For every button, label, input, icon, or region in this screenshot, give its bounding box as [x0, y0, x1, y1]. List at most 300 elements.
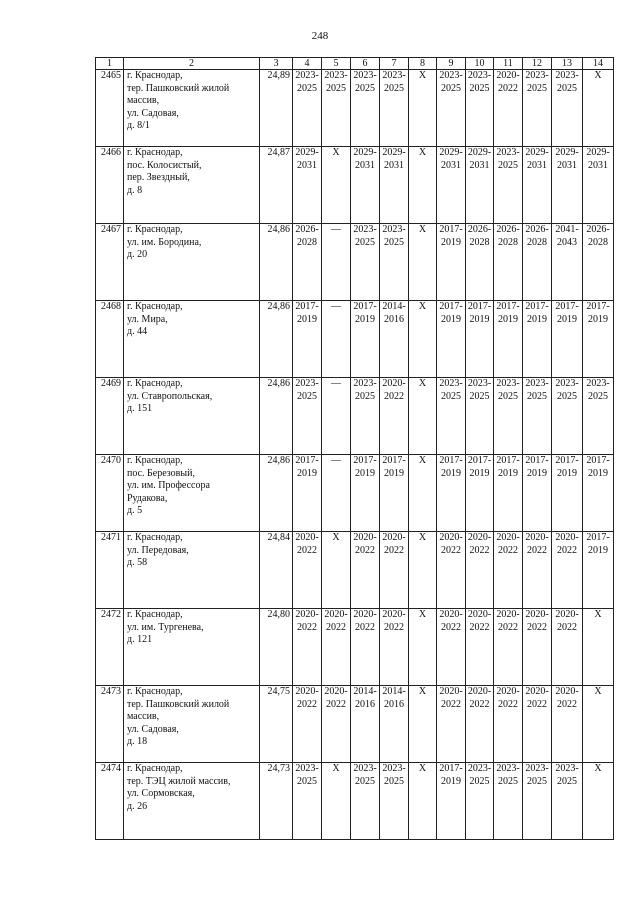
period-cell-col-8 [409, 70, 437, 147]
row-number: 2472 [96, 609, 124, 686]
table-row [96, 378, 614, 455]
period-text: 2022 [384, 544, 404, 556]
period-text: 2023- [353, 224, 377, 235]
period-cell-col-4 [293, 686, 322, 763]
period-cell-col-14 [583, 455, 614, 532]
period-cell-col-10 [466, 609, 494, 686]
period-cell-col-13 [552, 763, 583, 840]
period-cell-col-6 [351, 147, 380, 224]
address-line: ул. им. Тургенева, [127, 621, 204, 633]
period-text: 2019 [527, 467, 547, 479]
period-cell-col-4 [293, 70, 322, 147]
period-cell-col-8 [409, 686, 437, 763]
period-cell-col-4 [293, 378, 322, 455]
period-text: 2017- [439, 763, 463, 774]
period-cell-col-11 [494, 301, 523, 378]
period-cell-col-8 [409, 532, 437, 609]
address-cell [124, 147, 260, 224]
period-text: 2019 [297, 313, 317, 325]
address-line: ул. Сормовская, [127, 788, 195, 799]
period-text: 2019 [441, 775, 461, 787]
period-text: 2029- [586, 147, 610, 158]
period-cell-col-5 [322, 224, 351, 301]
period-text: 2020- [496, 70, 520, 81]
value-cell: 24,73 [260, 763, 293, 840]
period-text: 2020- [496, 686, 520, 697]
period-cell-col-5 [322, 763, 351, 840]
period-text: 2017- [295, 455, 319, 466]
address-line: д. 8 [127, 184, 143, 196]
period-text: 2023- [353, 378, 377, 389]
column-header-2: 2 [124, 58, 260, 70]
period-text: 2023- [525, 378, 549, 389]
row-number: 2474 [96, 763, 124, 840]
period-text: 2028 [498, 236, 518, 248]
period-text: 2023- [295, 763, 319, 774]
period-text: 2023- [525, 763, 549, 774]
period-text: 2020- [555, 609, 579, 620]
period-text: 2025 [498, 775, 518, 787]
period-text: 2028 [527, 236, 547, 248]
row-number: 2466 [96, 147, 124, 224]
period-text: 2022 [498, 82, 518, 94]
value-cell: 24,84 [260, 532, 293, 609]
period-cell-col-10 [466, 763, 494, 840]
period-text: X [418, 455, 427, 466]
period-text: 2019 [498, 467, 518, 479]
period-text: 2019 [469, 467, 490, 479]
period-cell-col-14 [583, 70, 614, 147]
period-cell-col-12 [523, 224, 552, 301]
table-row [96, 147, 614, 224]
value-cell: 24,86 [260, 455, 293, 532]
period-text: 2023- [555, 763, 579, 774]
period-cell-col-8 [409, 378, 437, 455]
row-number: 2470 [96, 455, 124, 532]
period-text: 2026- [496, 224, 520, 235]
row-number: 2467 [96, 224, 124, 301]
period-cell-col-13 [552, 378, 583, 455]
period-text: 2025 [326, 82, 346, 94]
period-text: 2017- [353, 301, 377, 312]
period-text: 2023- [496, 763, 520, 774]
address-line: г. Краснодар, [127, 609, 183, 620]
table-row [96, 70, 614, 147]
period-text: 2031 [297, 159, 317, 171]
period-text: 2029- [439, 147, 463, 158]
period-text: 2020- [295, 609, 319, 620]
period-cell-col-12 [523, 301, 552, 378]
address-cell [124, 686, 260, 763]
period-text: 2026- [467, 224, 492, 235]
address-line: д. 5 [127, 505, 143, 516]
period-cell-col-9 [437, 532, 466, 609]
period-cell-col-7 [380, 763, 409, 840]
period-text: 2023- [382, 224, 406, 235]
period-cell-col-7 [380, 70, 409, 147]
address-cell [124, 532, 260, 609]
period-text: X [332, 147, 340, 158]
period-cell-col-13 [552, 532, 583, 609]
address-line: г. Краснодар, [127, 301, 183, 312]
period-text: — [331, 378, 341, 389]
period-text: 2029- [295, 147, 319, 158]
period-text: 2020- [382, 609, 406, 620]
period-text: 2019 [588, 313, 608, 325]
address-line: ул. Ставропольская, [127, 390, 213, 402]
period-text: 2025 [384, 775, 404, 787]
period-text: 2017- [382, 455, 406, 466]
period-text: 2020- [467, 532, 492, 543]
period-text: 2025 [469, 390, 490, 402]
period-text: 2026- [295, 224, 319, 235]
period-text: 2025 [297, 775, 317, 787]
period-cell-col-5 [322, 147, 351, 224]
address-cell [124, 224, 260, 301]
table-body [96, 58, 614, 840]
column-header-6: 6 [351, 58, 380, 70]
address-line: д. 18 [127, 736, 148, 747]
period-text: 2031 [441, 159, 461, 171]
period-text: 2025 [355, 236, 375, 248]
period-cell-col-8 [409, 455, 437, 532]
period-text: 2017- [525, 301, 549, 312]
column-header-5: 5 [322, 58, 351, 70]
period-text: 2020- [467, 609, 492, 620]
period-text: 2019 [557, 467, 577, 479]
period-text: 2019 [588, 467, 608, 479]
address-line: тер. Пашковский жилой [127, 698, 230, 710]
period-cell-col-11 [494, 224, 523, 301]
address-line: массив, [127, 711, 160, 722]
period-text: 2022 [297, 544, 317, 556]
period-text: X [418, 147, 427, 158]
period-text: 2025 [441, 390, 461, 402]
period-cell-col-10 [466, 147, 494, 224]
period-cell-col-4 [293, 763, 322, 840]
column-header-9: 9 [437, 58, 466, 70]
address-line: тер. Пашковский жилой [127, 82, 230, 94]
period-cell-col-4 [293, 532, 322, 609]
period-text: 2025 [384, 82, 404, 94]
period-cell-col-12 [523, 147, 552, 224]
period-text: 2025 [557, 775, 577, 787]
period-text: 2017- [586, 301, 610, 312]
period-text: 2019 [384, 467, 404, 479]
column-header-10: 10 [466, 58, 494, 70]
period-text: 2020- [555, 686, 579, 697]
period-cell-col-13 [552, 609, 583, 686]
address-line: д. 8/1 [127, 120, 150, 131]
period-text: 2017- [295, 301, 319, 312]
period-text: 2014- [353, 686, 377, 697]
row-number: 2469 [96, 378, 124, 455]
column-header-14: 14 [583, 58, 614, 70]
period-text: — [331, 224, 341, 235]
period-text: 2022 [355, 621, 375, 633]
period-text: 2022 [557, 544, 577, 556]
period-text: 2022 [469, 544, 490, 556]
period-text: 2017- [555, 301, 579, 312]
address-line: г. Краснодар, [127, 455, 183, 466]
address-line: д. 151 [127, 403, 153, 414]
period-text: 2016 [384, 313, 404, 325]
period-cell-col-6 [351, 686, 380, 763]
period-cell-col-14 [583, 378, 614, 455]
table-row [96, 686, 614, 763]
period-text: 2020- [496, 532, 520, 543]
address-line: г. Краснодар, [127, 378, 183, 389]
period-text: 2022 [527, 621, 547, 633]
period-text: 2020- [382, 532, 406, 543]
address-line: ул. Садовая, [127, 107, 179, 119]
period-cell-col-11 [494, 455, 523, 532]
period-cell-col-11 [494, 609, 523, 686]
period-text: 2025 [498, 390, 518, 402]
period-text: 2023- [496, 147, 520, 158]
period-text: 2023- [295, 70, 319, 81]
period-cell-col-8 [409, 763, 437, 840]
period-text: 2022 [441, 621, 461, 633]
period-cell-col-12 [523, 686, 552, 763]
period-cell-col-14 [583, 609, 614, 686]
address-line: г. Краснодар, [127, 686, 183, 697]
period-text: 2023- [324, 70, 348, 81]
period-text: 2019 [527, 313, 547, 325]
period-text: 2020- [439, 532, 463, 543]
period-text: X [594, 70, 602, 81]
period-text: 2025 [355, 775, 375, 787]
period-cell-col-8 [409, 147, 437, 224]
column-header-8: 8 [409, 58, 437, 70]
period-cell-col-10 [466, 301, 494, 378]
period-text: 2023- [353, 70, 377, 81]
period-text: 2020- [353, 609, 377, 620]
period-text: 2017- [439, 301, 463, 312]
period-text: 2022 [469, 621, 490, 633]
period-text: 2025 [498, 159, 518, 171]
period-cell-col-6 [351, 378, 380, 455]
table-row [96, 455, 614, 532]
value-cell: 24,87 [260, 147, 293, 224]
period-text: 2023- [439, 70, 463, 81]
period-cell-col-8 [409, 609, 437, 686]
period-cell-col-12 [523, 763, 552, 840]
period-text: 2022 [498, 621, 518, 633]
period-text: 2022 [326, 621, 346, 633]
period-text: 2025 [527, 82, 547, 94]
period-text: 2025 [297, 390, 317, 402]
column-header-3: 3 [260, 58, 293, 70]
period-cell-col-5 [322, 455, 351, 532]
address-line: г. Краснодар, [127, 70, 183, 81]
period-cell-col-13 [552, 455, 583, 532]
address-cell [124, 301, 260, 378]
period-text: X [418, 301, 427, 312]
period-text: 2031 [557, 159, 577, 171]
period-text: 2025 [384, 236, 404, 248]
value-cell: 24,86 [260, 378, 293, 455]
period-text: 2043 [557, 236, 577, 248]
period-text: — [331, 455, 341, 466]
address-line: д. 20 [127, 249, 148, 260]
period-text: 2017- [496, 455, 520, 466]
period-text: 2031 [527, 159, 547, 171]
period-text: 2017- [467, 301, 492, 312]
address-cell [124, 455, 260, 532]
period-cell-col-6 [351, 532, 380, 609]
address-cell [124, 70, 260, 147]
period-cell-col-14 [583, 147, 614, 224]
period-cell-col-13 [552, 301, 583, 378]
period-text: 2017- [439, 455, 463, 466]
row-number: 2471 [96, 532, 124, 609]
address-line: д. 58 [127, 557, 148, 568]
period-text: 2022 [557, 698, 577, 710]
period-text: 2020- [353, 532, 377, 543]
period-text: 2017- [555, 455, 579, 466]
period-text: 2017- [353, 455, 377, 466]
address-line: ул. им. Бородина, [127, 236, 202, 248]
period-text: 2020- [525, 532, 549, 543]
period-text: 2023- [382, 763, 406, 774]
period-text: X [332, 763, 340, 774]
period-cell-col-9 [437, 609, 466, 686]
period-cell-col-12 [523, 609, 552, 686]
period-text: 2023- [525, 70, 549, 81]
period-text: 2022 [527, 698, 547, 710]
address-line: пос. Березовый, [127, 467, 195, 479]
page-number: 248 [311, 30, 329, 42]
period-text: 2029- [353, 147, 377, 158]
address-line: г. Краснодар, [127, 224, 183, 235]
period-text: 2025 [527, 390, 547, 402]
period-cell-col-6 [351, 70, 380, 147]
period-text: X [418, 378, 427, 389]
period-cell-col-4 [293, 224, 322, 301]
period-cell-col-12 [523, 378, 552, 455]
address-line: ул. Мира, [127, 313, 168, 325]
value-cell: 24,80 [260, 609, 293, 686]
period-text: 2019 [441, 313, 461, 325]
period-text: 2023- [586, 378, 610, 389]
period-text: 2022 [355, 544, 375, 556]
period-cell-col-9 [437, 301, 466, 378]
address-cell [124, 378, 260, 455]
period-text: 2022 [384, 390, 404, 402]
table-row [96, 609, 614, 686]
period-text: 2014- [382, 301, 406, 312]
period-cell-col-10 [466, 378, 494, 455]
period-cell-col-14 [583, 686, 614, 763]
address-line: пос. Колосистый, [127, 159, 202, 171]
period-cell-col-9 [437, 455, 466, 532]
period-cell-col-4 [293, 147, 322, 224]
address-cell [124, 763, 260, 840]
address-line: г. Краснодар, [127, 147, 183, 158]
period-cell-col-9 [437, 378, 466, 455]
period-cell-col-7 [380, 378, 409, 455]
period-text: 2022 [297, 698, 317, 710]
period-text: 2020- [295, 532, 319, 543]
period-cell-col-6 [351, 224, 380, 301]
period-text: 2029- [382, 147, 406, 158]
address-line: пер. Звездный, [127, 172, 190, 183]
period-cell-col-11 [494, 70, 523, 147]
value-cell: 24,86 [260, 301, 293, 378]
period-text: 2028 [297, 236, 317, 248]
value-cell: 24,75 [260, 686, 293, 763]
period-text: 2023- [467, 70, 492, 81]
period-text: 2017- [439, 224, 463, 235]
period-text: 2026- [525, 224, 549, 235]
period-cell-col-5 [322, 686, 351, 763]
period-text: 2020- [439, 609, 463, 620]
period-text: 2020- [382, 378, 406, 389]
period-text: X [594, 763, 602, 774]
period-cell-col-4 [293, 301, 322, 378]
period-cell-col-11 [494, 686, 523, 763]
period-text: 2023- [382, 70, 406, 81]
period-cell-col-12 [523, 70, 552, 147]
period-cell-col-10 [466, 532, 494, 609]
period-text: 2029- [555, 147, 579, 158]
period-text: 2017- [586, 455, 610, 466]
period-text: 2020- [324, 686, 348, 697]
period-cell-col-6 [351, 609, 380, 686]
period-text: 2020- [295, 686, 319, 697]
address-line: ул. Передовая, [127, 544, 189, 556]
period-cell-col-7 [380, 147, 409, 224]
period-text: 2025 [588, 390, 608, 402]
period-text: 2019 [498, 313, 518, 325]
period-text: 2022 [498, 544, 518, 556]
period-cell-col-10 [466, 455, 494, 532]
column-header-4: 4 [293, 58, 322, 70]
period-text: 2022 [469, 698, 490, 710]
period-cell-col-9 [437, 763, 466, 840]
period-text: 2022 [297, 621, 317, 633]
value-cell: 24,89 [260, 70, 293, 147]
period-cell-col-13 [552, 70, 583, 147]
address-line: г. Краснодар, [127, 763, 183, 774]
period-cell-col-5 [322, 532, 351, 609]
period-cell-col-9 [437, 686, 466, 763]
period-cell-col-7 [380, 686, 409, 763]
period-text: 2025 [557, 390, 577, 402]
period-text: X [332, 532, 340, 543]
address-line: Рудакова, [127, 492, 168, 504]
period-text: 2025 [469, 775, 490, 787]
period-cell-col-6 [351, 455, 380, 532]
period-text: 2022 [441, 544, 461, 556]
period-text: 2031 [588, 159, 608, 171]
period-text: 2025 [469, 82, 490, 94]
period-cell-col-14 [583, 763, 614, 840]
period-cell-col-9 [437, 70, 466, 147]
period-cell-col-4 [293, 455, 322, 532]
period-cell-col-8 [409, 224, 437, 301]
period-text: 2017- [467, 455, 492, 466]
period-cell-col-8 [409, 301, 437, 378]
period-text: 2020- [525, 609, 549, 620]
period-cell-col-14 [583, 224, 614, 301]
address-line: ул. им. Профессора [127, 480, 210, 491]
period-text: 2020- [496, 609, 520, 620]
address-line: д. 26 [127, 800, 148, 812]
table-row [96, 532, 614, 609]
period-cell-col-12 [523, 455, 552, 532]
